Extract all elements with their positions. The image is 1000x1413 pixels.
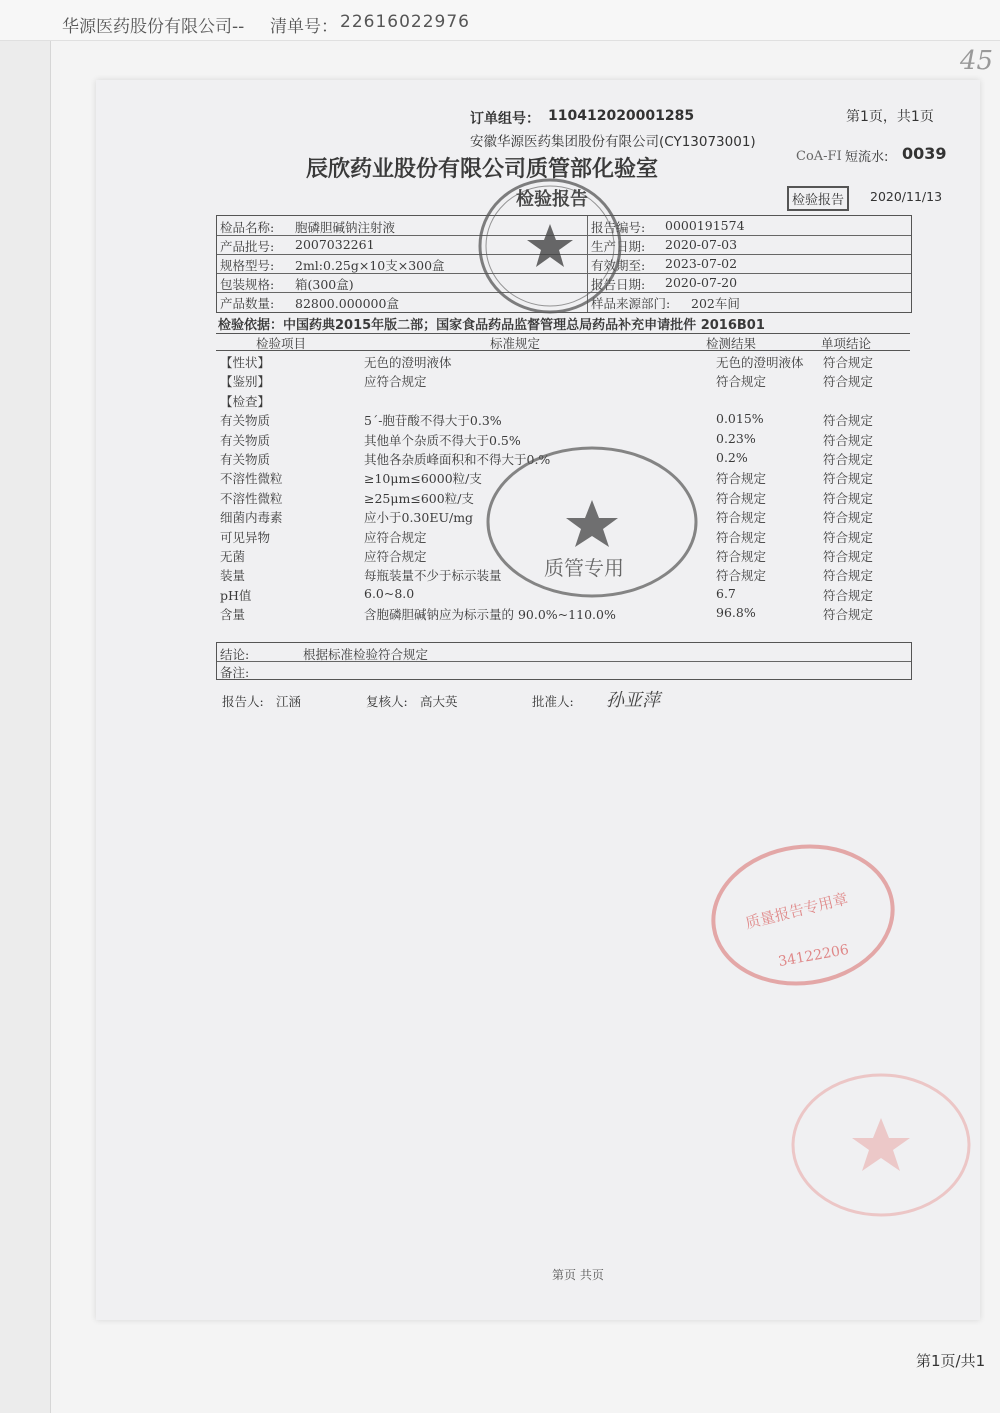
report-no-label: 报告编号:: [591, 220, 646, 235]
column-header: 单项结论: [821, 336, 872, 351]
approver-signature: 孙亚萍: [606, 690, 660, 711]
row-standard: 每瓶装量不少于标示装量: [364, 568, 502, 584]
report-title: 辰欣药业股份有限公司质管部化验室: [306, 157, 659, 182]
spec-label: 规格型号:: [220, 258, 275, 273]
expiry-label: 有效期至:: [591, 258, 646, 273]
row-item: 无菌: [220, 549, 246, 564]
report-subtitle: 检验报告: [516, 189, 588, 210]
approver-label: 批准人:: [532, 694, 574, 709]
row-result: 0.23%: [716, 430, 756, 446]
customer-name: 安徽华源医药集团股份有限公司(CY13073001): [470, 134, 756, 150]
batch-number: 2007032261: [295, 237, 375, 252]
company-seal: [476, 176, 624, 316]
source: 202车间: [691, 296, 740, 311]
row-conclusion: 符合规定: [823, 549, 874, 564]
conclusion: 根据标准检验符合规定: [303, 647, 429, 662]
row-standard: 应符合规定: [364, 549, 427, 564]
scanner-margin: [0, 0, 51, 1413]
row-conclusion: 符合规定: [823, 413, 874, 429]
row-result: 符合规定: [716, 510, 767, 526]
star-icon: [852, 1118, 910, 1171]
row-item: 有关物质: [220, 452, 271, 467]
header-company: 华源医药股份有限公司--: [62, 17, 245, 37]
results-header: [216, 333, 910, 351]
row-conclusion: 符合规定: [823, 452, 874, 467]
table-row: [216, 411, 910, 430]
row-standard: 5´-胞苷酸不得大于0.3%: [364, 413, 502, 429]
row-conclusion: 符合规定: [823, 471, 874, 487]
reviewer: 高大英: [420, 694, 458, 709]
reporter-label: 报告人:: [222, 694, 264, 709]
reviewer-label: 复核人:: [366, 694, 408, 709]
row-result: 无色的澄明液体: [716, 355, 804, 370]
row-item: 【性状】: [220, 355, 271, 370]
row-result: 符合规定: [716, 374, 767, 390]
row-item: 含量: [220, 607, 246, 623]
row-conclusion: 符合规定: [823, 490, 874, 506]
order-number: 110412020001285: [548, 108, 695, 124]
row-conclusion: 符合规定: [823, 510, 874, 526]
row-item: 细菌内毒素: [220, 510, 283, 526]
page-info: 第1页，共1页: [846, 109, 934, 125]
serial-label: 短流水:: [845, 150, 889, 165]
row-item: 不溶性微粒: [220, 490, 283, 506]
row-item: pH值: [220, 587, 252, 603]
row-result: 符合规定: [716, 529, 767, 545]
row-item: 装量: [220, 568, 246, 584]
print-label: 检验报告: [792, 193, 845, 208]
pink-seal: [786, 1070, 976, 1220]
star-icon: [527, 224, 573, 267]
red-quality-seal: [708, 840, 898, 990]
reporter: 江涵: [276, 694, 302, 709]
row-item: 【检查】: [220, 393, 271, 409]
row-conclusion: 符合规定: [823, 529, 874, 545]
source-label: 样品来源部门:: [591, 296, 671, 311]
row-result: 96.8%: [716, 605, 756, 621]
print-date: 2020/11/13: [870, 189, 943, 204]
row-conclusion: 符合规定: [823, 374, 874, 390]
row-result: 符合规定: [716, 471, 767, 487]
report-date: 2020-07-20: [665, 275, 738, 290]
row-result: 符合规定: [716, 568, 767, 584]
bottom-page-info: 第1页/共1: [916, 1352, 986, 1370]
row-standard: 无色的澄明液体: [364, 355, 452, 370]
quantity-label: 产品数量:: [220, 296, 275, 311]
conclusion-box: [216, 642, 912, 680]
table-row: [216, 392, 910, 411]
report-no: 0000191574: [665, 218, 745, 233]
remark-label: 备注:: [220, 665, 250, 680]
row-standard: 应符合规定: [364, 374, 427, 390]
table-row: [216, 605, 910, 624]
quantity: 82800.000000盒: [295, 296, 399, 311]
expiry: 2023-07-02: [665, 256, 738, 271]
coa-code: CoA-FI: [796, 149, 842, 164]
row-standard: ≥10μm≤6000粒/支: [364, 471, 482, 487]
test-basis: 检验依据：中国药典2015年版二部；国家食品药品监督管理总局药品补充申请批件 2016B01: [218, 318, 765, 333]
row-item: 有关物质: [220, 432, 271, 448]
column-header: 检测结果: [706, 336, 757, 351]
row-standard: 含胞磷胆碱钠应为标示量的 90.0%~110.0%: [364, 607, 616, 623]
qc-seal: [484, 444, 700, 600]
row-item: 【鉴别】: [220, 374, 271, 390]
row-standard: 其他单个杂质不得大于0.5%: [364, 432, 521, 448]
prod-date: 2020-07-03: [665, 237, 738, 252]
row-item: 有关物质: [220, 413, 271, 429]
batch-label: 产品批号:: [220, 239, 275, 254]
print-label-box: [787, 186, 849, 211]
table-row: [216, 372, 910, 391]
spec: 2ml:0.25g×10支×300盒: [295, 258, 445, 273]
corner-handwritten-mark: 45: [960, 46, 994, 76]
row-conclusion: 符合规定: [823, 587, 874, 603]
row-result: 符合规定: [716, 549, 767, 564]
row-conclusion: 符合规定: [823, 607, 874, 623]
row-standard: 其他各杂质峰面积和不得大于0.%: [364, 452, 551, 467]
row-result: 0.015%: [716, 411, 764, 427]
row-conclusion: 符合规定: [823, 432, 874, 448]
row-standard: ≥25μm≤600粒/支: [364, 490, 474, 506]
header-list-number: 22616022976: [340, 12, 470, 32]
package: 箱(300盒): [295, 277, 354, 292]
qc-seal-label: 质管专用: [544, 556, 624, 580]
package-label: 包装规格:: [220, 277, 275, 292]
column-header: 检验项目: [256, 336, 307, 351]
serial-number: 0039: [902, 144, 947, 163]
column-header: 标准规定: [490, 336, 541, 351]
row-result: 0.2%: [716, 450, 748, 465]
red-seal-number: 34122206: [777, 941, 851, 971]
row-result: 符合规定: [716, 490, 767, 506]
report-date-label: 报告日期:: [591, 277, 646, 292]
star-icon: [566, 500, 618, 547]
row-standard: 应符合规定: [364, 529, 427, 545]
row-item: 不溶性微粒: [220, 471, 283, 487]
row-item: 可见异物: [220, 529, 271, 545]
conclusion-label: 结论:: [220, 647, 250, 662]
row-standard: 6.0~8.0: [364, 585, 415, 601]
row-conclusion: 符合规定: [823, 355, 874, 370]
row-conclusion: 符合规定: [823, 568, 874, 584]
red-seal-label: 质量报告专用章: [743, 889, 850, 933]
table-row: [216, 353, 910, 372]
product-name: 胞磷胆碱钠注射液: [295, 220, 396, 235]
footer-pages: 第页 共页: [552, 1268, 604, 1282]
row-standard: 应小于0.30EU/mg: [364, 510, 474, 526]
product-name-label: 检品名称:: [220, 220, 275, 235]
prod-date-label: 生产日期:: [591, 239, 646, 254]
header-list-label: 清单号：: [270, 17, 338, 37]
row-result: 6.7: [716, 585, 736, 601]
order-label: 订单组号：: [470, 111, 540, 127]
